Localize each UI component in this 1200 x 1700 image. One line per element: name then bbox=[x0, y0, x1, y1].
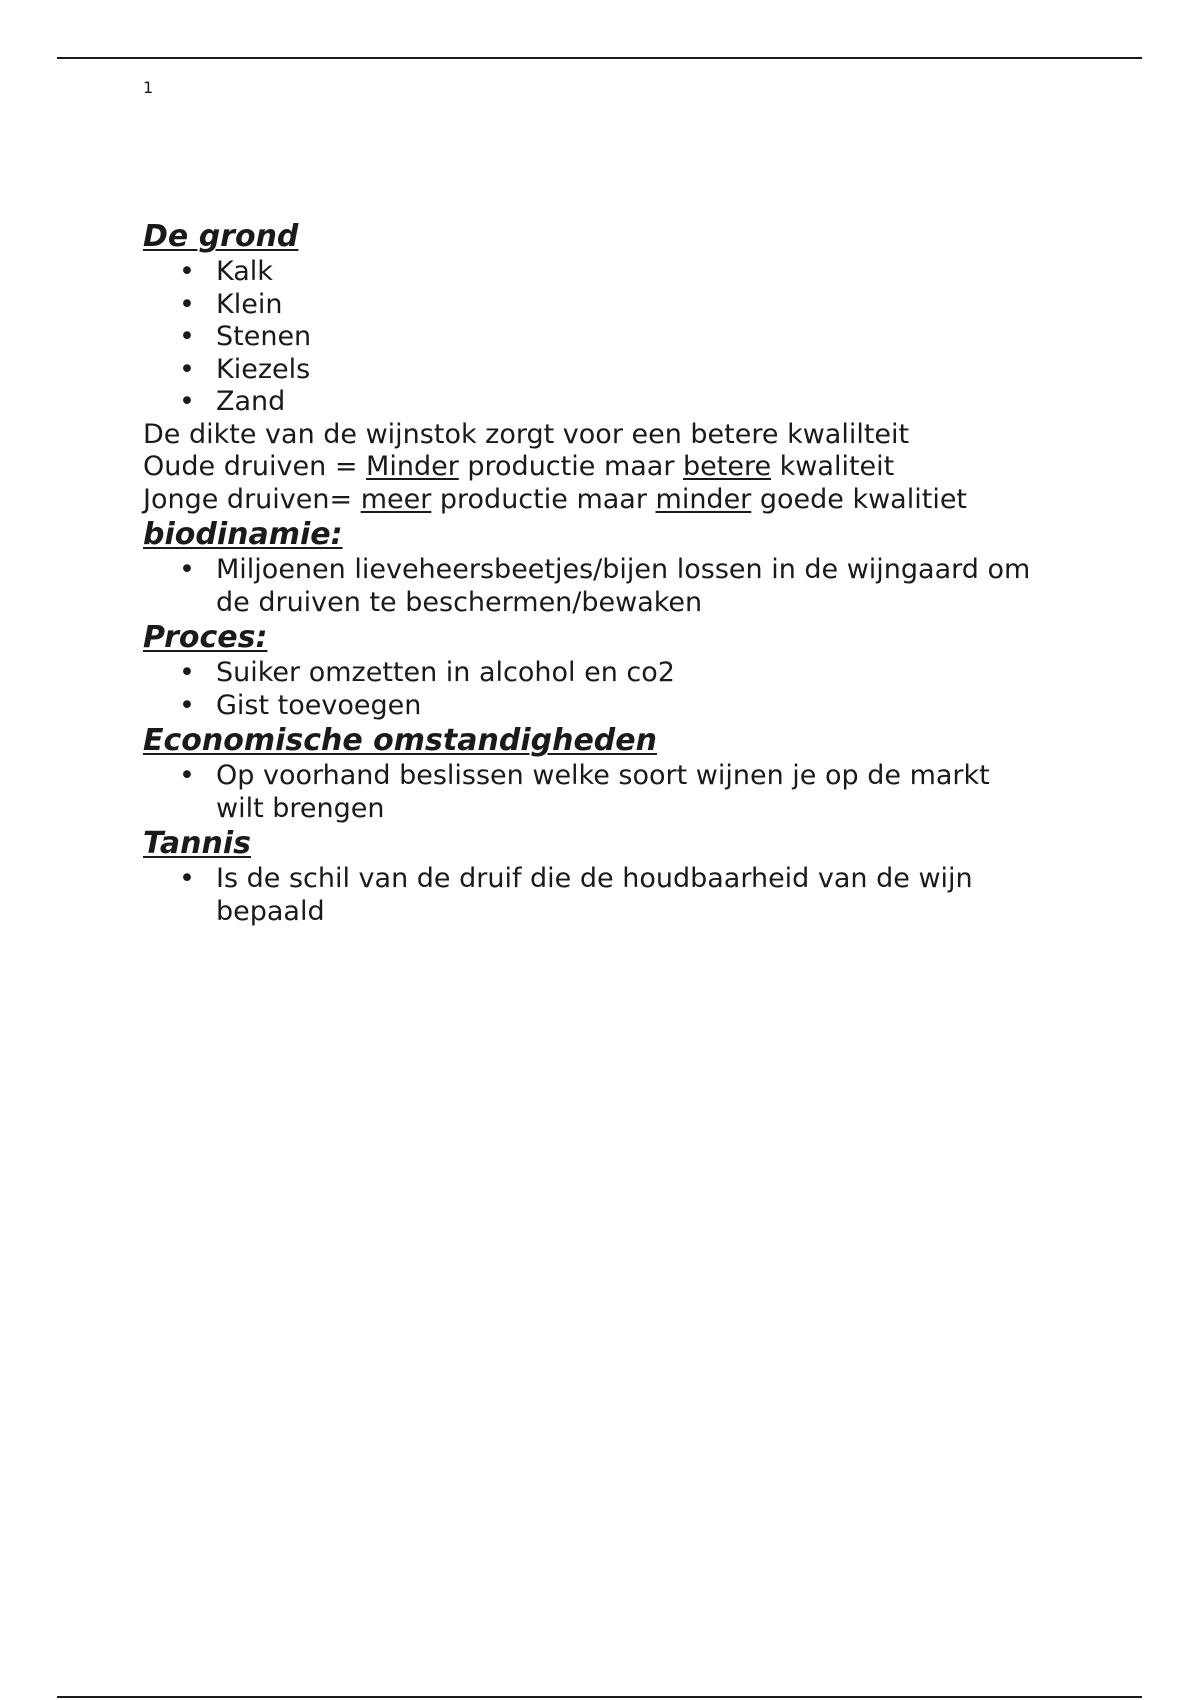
underlined-text: meer bbox=[360, 483, 432, 515]
list-item: • Stenen bbox=[143, 321, 1043, 354]
paragraph-wijnstok: De dikte van de wijnstok zorgt voor een betere kwalilteit bbox=[143, 418, 910, 450]
list-item: • Gist toevoegen bbox=[143, 690, 1043, 723]
text-segment: productie maar bbox=[431, 483, 656, 515]
document-body bbox=[143, 218, 1043, 928]
list-item: • Op voorhand beslissen welke soort wijnen je op de markt wilt brengen bbox=[143, 760, 1043, 825]
list-tannis bbox=[143, 863, 1043, 928]
paragraph-oude-druiven bbox=[143, 451, 1043, 484]
heading-tannis: Tannis bbox=[143, 826, 252, 861]
heading-biodinamie: biodinamie: bbox=[143, 517, 343, 552]
paragraph-jonge-druiven bbox=[143, 484, 1043, 517]
text-segment: goede kwalitiet bbox=[751, 483, 968, 515]
text-segment: kwaliteit bbox=[771, 451, 895, 482]
underlined-text: minder bbox=[655, 483, 752, 515]
list-item: • Suiker omzetten in alcohol en co2 bbox=[143, 657, 1043, 690]
list-item: • Is de schil van de druif die de houdbaarheid van de wijn bepaald bbox=[143, 863, 1043, 928]
list-proces bbox=[143, 657, 1043, 722]
heading-economische-omstandigheden: Economische omstandigheden bbox=[143, 723, 657, 758]
list-item: • Kiezels bbox=[143, 354, 1043, 387]
list-biodinamie bbox=[143, 554, 1043, 619]
text-segment: productie maar bbox=[458, 451, 684, 482]
list-economisch bbox=[143, 760, 1043, 825]
text-segment: Oude druiven = bbox=[143, 451, 367, 482]
page-number: 1 bbox=[143, 78, 154, 97]
heading-de-grond: De grond bbox=[143, 219, 299, 254]
underlined-text: betere bbox=[683, 451, 772, 482]
list-item: • Klein bbox=[143, 289, 1043, 322]
list-item: • Zand bbox=[143, 386, 1043, 419]
heading-proces: Proces: bbox=[143, 620, 268, 655]
text-segment: Jonge druiven= bbox=[143, 483, 361, 515]
list-grondsoorten bbox=[143, 256, 1043, 419]
list-item: • Kalk bbox=[143, 256, 1043, 289]
underlined-text: Minder bbox=[366, 451, 459, 482]
footer-rule bbox=[57, 1696, 1142, 1698]
list-item: • Miljoenen lieveheersbeetjes/bijen lossen in de wijngaard om de druiven te beschermen/bewaken bbox=[143, 554, 1043, 619]
header-rule bbox=[57, 57, 1142, 59]
